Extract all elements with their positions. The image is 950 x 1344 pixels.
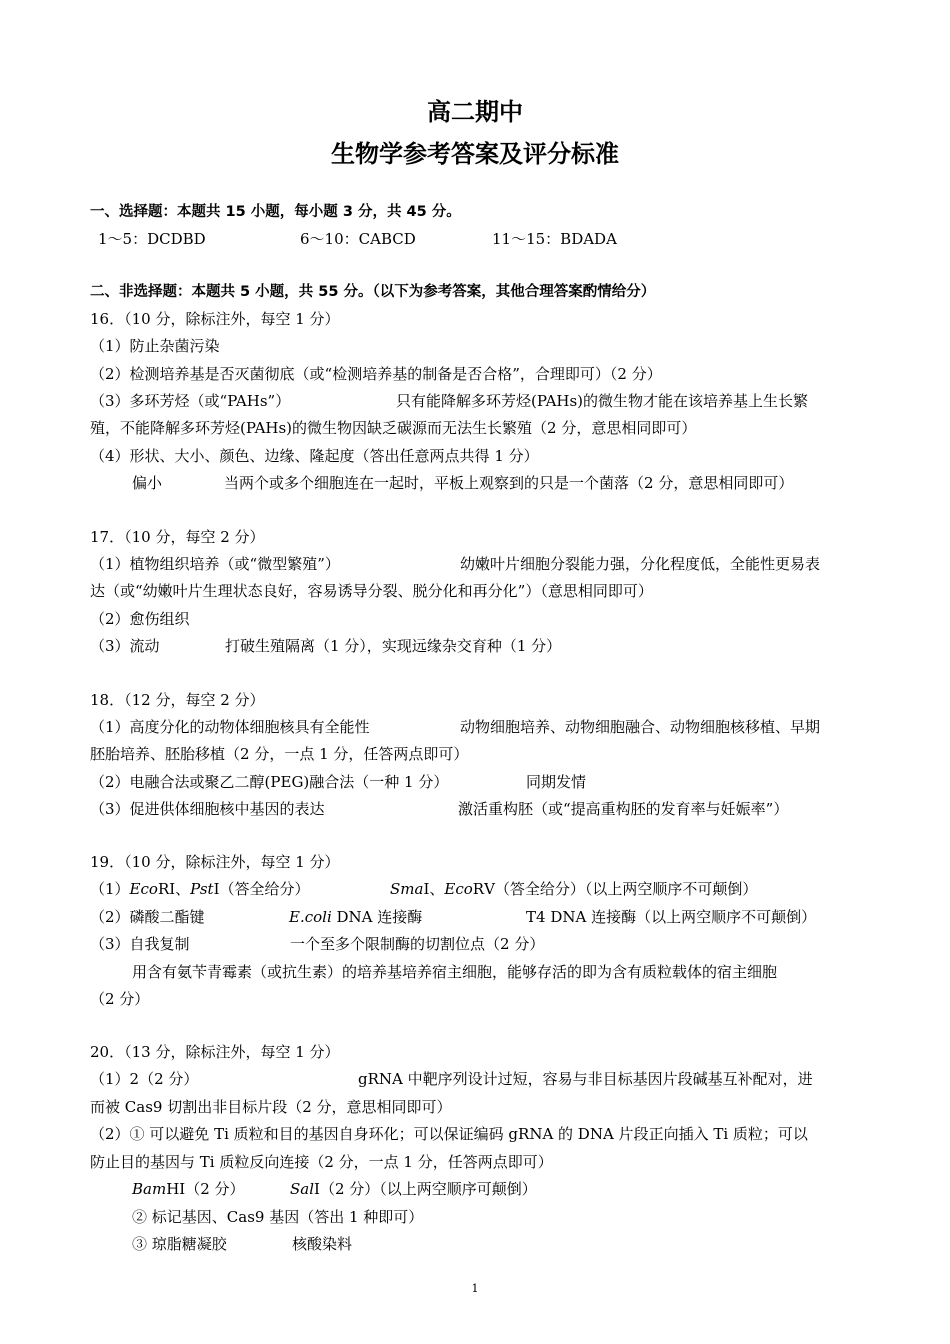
q18-answer: 动物细胞培养、动物细胞融合、动物细胞核移植、早期 [460,718,821,736]
q20-line: 而被 Cas9 切割出非目标片段（2 分，意思相同即可） [90,1098,452,1116]
q20-line: 防止目的基因与 Ti 质粒反向连接（2 分，一点 1 分，任答两点即可） [90,1153,553,1171]
q16-line: （2）检测培养基是否灭菌彻底（或“检测培养基的制备是否合格”，合理即可）（2 分） [90,365,662,383]
q16-line: 殖，不能降解多环芳烃(PAHs)的微生物因缺乏碳源而无法生长繁殖（2 分，意思相同即可） [90,419,697,437]
q18-answer: （2）电融合法或聚乙二醇(PEG)融合法（一种 1 分） [90,773,449,791]
q16-head: 16．（10 分，除标注外，每空 1 分） [90,310,340,328]
q20-head: 20．（13 分，除标注外，每空 1 分） [90,1043,340,1061]
q20-line: （2）① 可以避免 Ti 质粒和目的基因自身环化；可以保证编码 gRNA 的 DNA 片段正向插入 Ti 质粒；可以 [90,1125,808,1143]
q18-answer: （1）高度分化的动物体细胞核具有全能性 [90,718,370,736]
answer-group: 1～5：DCDBD [98,230,206,248]
q18-line: 胚胎培养、胚胎移植（2 分，一点 1 分，任答两点即可） [90,745,469,763]
q17-answer: 幼嫩叶片细胞分裂能力强，分化程度低，全能性更易表 [460,555,821,573]
page-title: 高二期中 [427,98,523,126]
q20-answer: BamHⅠ（2 分） [132,1180,245,1198]
answer-group: 6～10：CABCD [300,230,416,248]
q19-answer: T4 DNA 连接酶（以上两空顺序不可颠倒） [526,908,817,926]
q17-head: 17．（10 分，每空 2 分） [90,528,265,546]
q19-answer: E.coli DNA 连接酶 [289,908,423,926]
q16-line: （1）防止杂菌污染 [90,337,220,355]
q16-answer: 只有能降解多环芳烃(PAHs)的微生物才能在该培养基上生长繁 [396,392,809,410]
q19-answer: 一个至多个限制酶的切割位点（2 分） [290,935,545,953]
q20-answer: 核酸染料 [292,1235,353,1253]
section2-heading: 二、非选择题：本题共 5 小题，共 55 分。（以下为参考答案，其他合理答案酌情给分） [90,284,656,300]
answer-group: 11～15：BDADA [492,230,617,248]
q16-answer: 偏小 [132,474,163,492]
section1-heading: 一、选择题：本题共 15 小题，每小题 3 分，共 45 分。 [90,204,461,220]
q20-answer: gRNA 中靶序列设计过短，容易与非目标基因片段碱基互补配对，进 [358,1070,813,1088]
q20-answer: SalⅠ（2 分）（以上两空顺序可颠倒） [290,1180,537,1198]
q20-answer: （1）2（2 分） [90,1070,199,1088]
q20-answer: ③ 琼脂糖凝胶 [132,1235,227,1253]
q20-line: ② 标记基因、Cas9 基因（答出 1 种即可） [132,1208,424,1226]
q19-head: 19．（10 分，除标注外，每空 1 分） [90,853,340,871]
q17-answer: 打破生殖隔离（1 分），实现远缘杂交育种（1 分） [225,637,562,655]
q19-line: （2 分） [90,990,150,1008]
q19-answer: SmaⅠ、EcoRⅤ（答全给分）（以上两空顺序不可颠倒） [390,880,758,898]
q18-answer: 激活重构胚（或“提高重构胚的发育率与妊娠率”） [458,800,789,818]
q17-answer: （3）流动 [90,637,160,655]
q19-answer: （2）磷酸二酯键 [90,908,205,926]
q17-answer: （1）植物组织培养（或“微型繁殖”） [90,555,340,573]
q18-head: 18．（12 分，每空 2 分） [90,691,265,709]
q19-line: 用含有氨苄青霉素（或抗生素）的培养基培养宿主细胞，能够存活的即为含有质粒载体的宿主细胞 [132,963,778,981]
q17-line: 达（或“幼嫩叶片生理状态良好，容易诱导分裂、脱分化和再分化”）（意思相同即可） [90,582,653,600]
page-subtitle: 生物学参考答案及评分标准 [331,140,619,168]
q18-answer: （3）促进供体细胞核中基因的表达 [90,800,325,818]
q16-answer: （3）多环芳烃（或“PAHs”） [90,392,291,410]
q18-answer: 同期发情 [526,773,587,791]
q16-line: （4）形状、大小、颜色、边缘、隆起度（答出任意两点共得 1 分） [90,447,539,465]
page-number: 1 [471,1282,479,1295]
q19-answer: （1）EcoRⅠ、PstⅠ（答全给分） [90,880,310,898]
q19-answer: （3）自我复制 [90,935,190,953]
q16-answer: 当两个或多个细胞连在一起时，平板上观察到的只是一个菌落（2 分，意思相同即可） [224,474,794,492]
q17-line: （2）愈伤组织 [90,610,190,628]
